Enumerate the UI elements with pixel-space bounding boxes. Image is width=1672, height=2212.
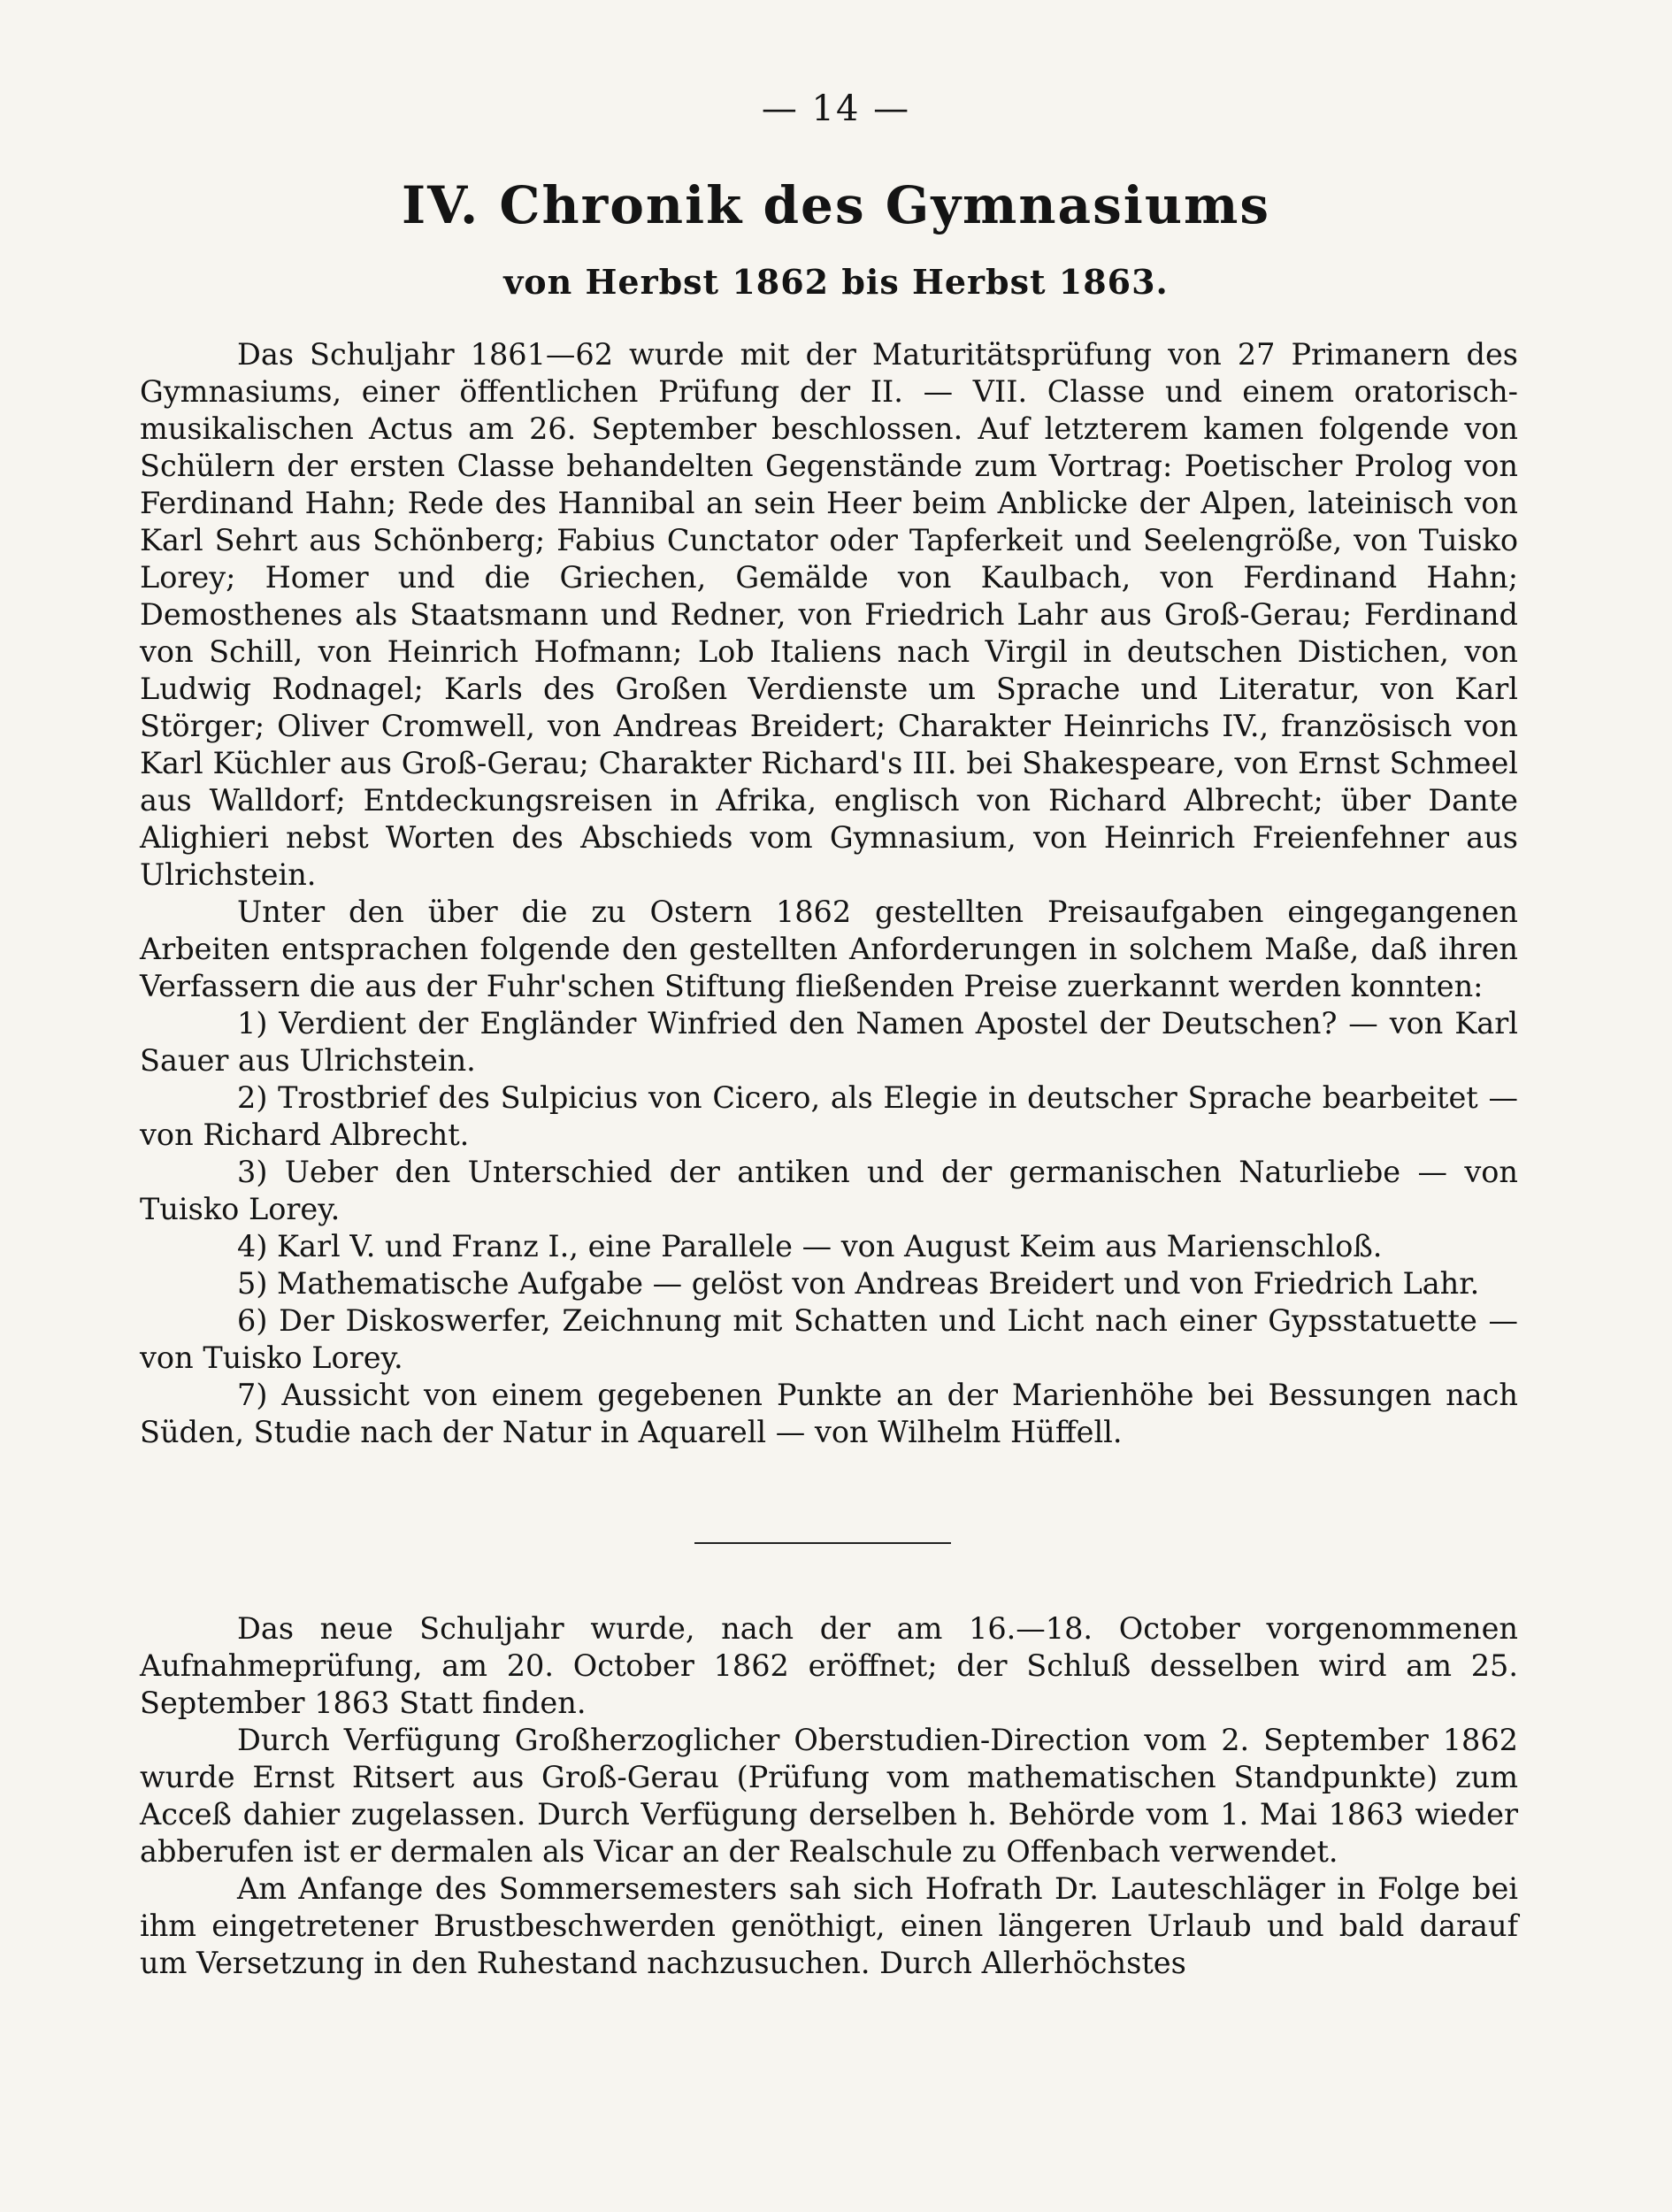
section-divider: [694, 1542, 951, 1544]
prize-item-5: 5) Mathematische Aufgabe — gelöst von Andreas Breidert und von Friedrich Lahr.: [237, 1266, 1480, 1301]
prize-item-1: 1) Verdient der Engländer Winfried den Namen Apostel der Deutschen? — von Karl Sauer aus Ulrichstein.: [140, 1006, 1518, 1078]
paragraph-lauteschlaeger: Am Anfange des Sommersemesters sah sich Hofrath Dr. Lauteschläger in Folge bei ihm eingetretener Brustbeschwerden genöthigt, einen längeren Urlaub und bald darauf um Versetzung in den Ruhestand nachzusuchen. Durch Allerhöchstes: [140, 1871, 1518, 1980]
paragraph-ritsert: Durch Verfügung Großherzoglicher Oberstudien-Direction vom 2. September 1862 wurde Ernst Ritsert aus Groß-Gerau (Prüfung vom mathematischen Standpunkte) zum Acceß dahier zugelassen. Durch Verfügung derselben h. Behörde vom 1. Mai 1863 wieder abberufen ist er dermalen als Vicar an der Realschule zu Offenbach verwendet.: [140, 1723, 1518, 1869]
paragraph-actus: Das Schuljahr 1861—62 wurde mit der Maturitätsprüfung von 27 Primanern des Gymnasiums, einer öffentlichen Prüfung der II. — VII. Classe und einem oratorisch-musikalischen Actus am 26. September beschlossen. Auf letzterem kamen folgende von Schülern der ersten Classe behandelten Gegenstände zum Vortrag: Poetischer Prolog von Ferdinand Hahn; Rede des Hannibal an sein Heer beim Anblicke der Alpen, lateinisch von Karl Sehrt aus Schönberg; Fabius Cunctator oder Tapferkeit und Seelengröße, von Tuisko Lorey; Homer und die Griechen, Gemälde von Kaulbach, von Ferdinand Hahn; Demosthenes als Staatsmann und Redner, von Friedrich Lahr aus Groß-Gerau; Ferdinand von Schill, von Heinrich Hofmann; Lob Italiens nach Virgil in deutschen Distichen, von Ludwig Rodnagel; Karls des Großen Verdienste um Sprache und Literatur, von Karl Störger; Oliver Cromwell, von Andreas Breidert; Charakter Heinrichs IV., französisch von Karl Küchler aus Groß-Gerau; Charakter Richard's III. bei Shakespeare, von Ernst Schmeel aus Walldorf; Entdeckungsreisen in Afrika, englisch von Richard Albrecht; über Dante Alighieri nebst Worten des Abschieds vom Gymnasium, von Heinrich Freienfehner aus Ulrichstein.: [140, 337, 1518, 892]
prize-item-3: 3) Ueber den Unterschied der antiken und der germanischen Naturliebe — von Tuisko Lorey.: [140, 1155, 1518, 1226]
text-section-school-year-report: [140, 336, 1518, 1451]
prize-item-7: 7) Aussicht von einem gegebenen Punkte an der Marienhöhe bei Bessungen nach Süden, Studie nach der Natur in Aquarell — von Wilhelm Hüffell.: [140, 1378, 1518, 1449]
paragraph-prize-intro: Unter den über die zu Ostern 1862 gestellten Preisaufgaben eingegangenen Arbeiten entsprachen folgende den gestellten Anforderungen in solchem Maße, daß ihren Verfassern die aus der Fuhr'schen Stiftung fließenden Preise zuerkannt werden konnten:: [140, 895, 1518, 1003]
text-section-new-school-year: [140, 1610, 1518, 1982]
chapter-title: IV. Chronik des Gymnasiums: [401, 175, 1271, 235]
page-number: — 14 —: [761, 88, 911, 129]
prize-item-4: 4) Karl V. und Franz I., eine Parallele — von August Keim aus Marienschloß.: [237, 1229, 1383, 1263]
prize-item-6: 6) Der Diskoswerfer, Zeichnung mit Schatten und Licht nach einer Gypsstatuette — von Tuisko Lorey.: [140, 1303, 1518, 1375]
chapter-subtitle: von Herbst 1862 bis Herbst 1863.: [503, 262, 1169, 302]
paragraph-new-year: Das neue Schuljahr wurde, nach der am 16.—18. October vorgenommenen Aufnahmeprüfung, am 20. October 1862 eröffnet; der Schluß desselben wird am 25. September 1863 Statt finden.: [140, 1611, 1518, 1720]
prize-item-2: 2) Trostbrief des Sulpicius von Cicero, als Elegie in deutscher Sprache bearbeitet — von Richard Albrecht.: [140, 1080, 1518, 1152]
